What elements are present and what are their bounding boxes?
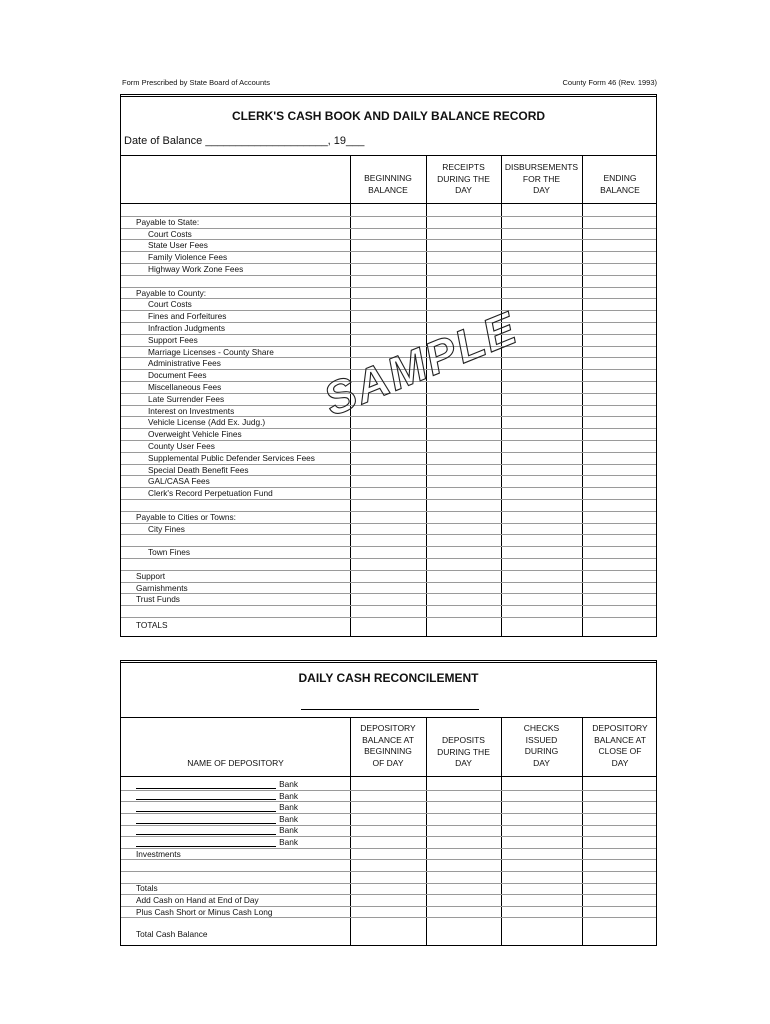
row-label: Marriage Licenses - County Share: [148, 346, 274, 357]
row-label: Bank: [279, 825, 298, 836]
row-label: Bank: [279, 802, 298, 813]
total-cash-balance-label: Total Cash Balance: [136, 929, 208, 939]
row-label: Infraction Judgments: [148, 323, 226, 333]
row-label: Bank: [279, 837, 298, 847]
row-label: Payable to County:: [136, 287, 207, 298]
table-row: [121, 512, 656, 524]
table-row: [121, 535, 656, 547]
balance-record-table: [120, 94, 657, 637]
row-label: Highway Work Zone Fees: [148, 264, 244, 274]
bank-row: [121, 802, 656, 814]
table-row: [121, 441, 656, 453]
table-row: [121, 883, 656, 895]
row-label: Overweight Vehicle Fines: [148, 429, 242, 440]
row-label: Bank: [279, 813, 298, 824]
table-row: [121, 299, 656, 311]
table-row: [121, 594, 656, 606]
row-label: Bank: [279, 779, 298, 789]
row-label: State User Fees: [148, 240, 208, 251]
sample-watermark-text: SAMPLE: [316, 301, 525, 426]
row-label: Special Death Benefit Fees: [148, 464, 249, 475]
row-label: Investments: [136, 848, 181, 859]
row-label: Document Fees: [148, 370, 207, 381]
bank-row: [121, 825, 656, 837]
row-label: Vehicle License (Add Ex. Judg.): [148, 417, 266, 428]
row-label: Fines and Forfeitures: [148, 311, 227, 322]
row-label: City Fines: [148, 523, 185, 534]
table-row: [121, 583, 656, 595]
row-label: Town Fines: [148, 547, 190, 558]
balance-record-title: CLERK'S CASH BOOK AND DAILY BALANCE RECORD: [231, 109, 546, 123]
table-row: [121, 429, 656, 441]
reconcilement-date-line: [301, 709, 479, 710]
name-of-depository-header: NAME OF DEPOSITORY: [187, 758, 284, 768]
table-row: [121, 476, 656, 488]
row-label: Support Fees: [148, 334, 198, 345]
table-row: [121, 895, 656, 907]
row-label: Late Surrender Fees: [148, 393, 225, 404]
table-row: [121, 849, 656, 861]
title-divider: [121, 717, 656, 718]
table-row: [121, 872, 656, 884]
row-label: Trust Funds: [136, 594, 180, 605]
row-label: Court Costs: [148, 299, 192, 310]
row-label: Plus Cash Short or Minus Cash Long: [136, 906, 273, 917]
table-row: [121, 205, 656, 217]
row-label: Family Violence Fees: [148, 252, 228, 263]
sample-watermark: [309, 301, 525, 426]
total-cash-balance-row: [121, 924, 656, 946]
col-receipts: RECEIPTS DURING THE DAY: [437, 162, 490, 195]
table-row: [121, 524, 656, 536]
row-label: Add Cash on Hand at End of Day: [136, 895, 259, 905]
row-label: Court Costs: [148, 228, 192, 239]
row-label: Payable to State:: [136, 216, 200, 227]
reconcilement-table: [120, 660, 657, 946]
row-label: Totals: [136, 883, 158, 894]
row-label: Clerk's Record Perpetuation Fund: [148, 488, 273, 499]
reconcilement-title: DAILY CASH RECONCILEMENT: [298, 671, 479, 685]
totals-row: [121, 615, 656, 637]
table-row: [121, 559, 656, 571]
bank-row: [121, 837, 656, 849]
row-label: Payable to Cities or Towns:: [136, 511, 236, 522]
row-label: Miscellaneous Fees: [148, 382, 222, 392]
row-label: County User Fees: [148, 441, 215, 451]
row-label: Support: [136, 570, 166, 581]
row-label: GAL/CASA Fees: [148, 476, 210, 487]
table-row: [121, 288, 656, 300]
col-depository-close: DEPOSITORY BALANCE AT CLOSE OF DAY: [592, 723, 648, 768]
table-row: [121, 500, 656, 512]
col-checks-issued: CHECKS ISSUED DURING DAY: [523, 723, 560, 768]
table-row: [121, 276, 656, 288]
table-row: [121, 217, 656, 229]
table-row: [121, 571, 656, 583]
form-number: County Form 46 (Rev. 1993): [562, 78, 657, 87]
col-ending-balance: ENDING BALANCE: [600, 173, 640, 195]
table-row: [121, 417, 656, 429]
bank-row: [121, 779, 656, 791]
row-label: Bank: [279, 790, 298, 801]
row-label: Garnishments: [136, 582, 188, 593]
bank-row: [121, 814, 656, 826]
table-row: [121, 252, 656, 264]
row-label: Interest on Investments: [148, 405, 235, 416]
table-row: [121, 453, 656, 465]
title-divider: [121, 155, 656, 156]
col-depository-beginning: DEPOSITORY BALANCE AT BEGINNING OF DAY: [360, 723, 416, 768]
table-row: [121, 907, 656, 919]
bank-row: [121, 791, 656, 803]
table-row: [121, 547, 656, 559]
col-deposits: DEPOSITS DURING THE DAY: [437, 735, 490, 768]
header-divider: [121, 776, 656, 777]
date-of-balance-line: Date of Balance ____________________, 19___: [124, 135, 365, 147]
table-row: [121, 264, 656, 276]
row-label: Supplemental Public Defender Services Fees: [148, 452, 315, 463]
table-row: [121, 488, 656, 500]
table-row: [121, 229, 656, 241]
table-row: [121, 240, 656, 252]
row-label: Administrative Fees: [148, 358, 221, 369]
col-beginning-balance: BEGINNING BALANCE: [364, 173, 412, 195]
table-row: [121, 465, 656, 477]
form-prescribed-note: Form Prescribed by State Board of Accounts: [122, 78, 270, 87]
totals-label: TOTALS: [136, 620, 168, 630]
table-row: [121, 860, 656, 872]
col-disbursements: DISBURSEMENTS FOR THE DAY: [504, 162, 579, 195]
header-divider: [121, 203, 656, 204]
